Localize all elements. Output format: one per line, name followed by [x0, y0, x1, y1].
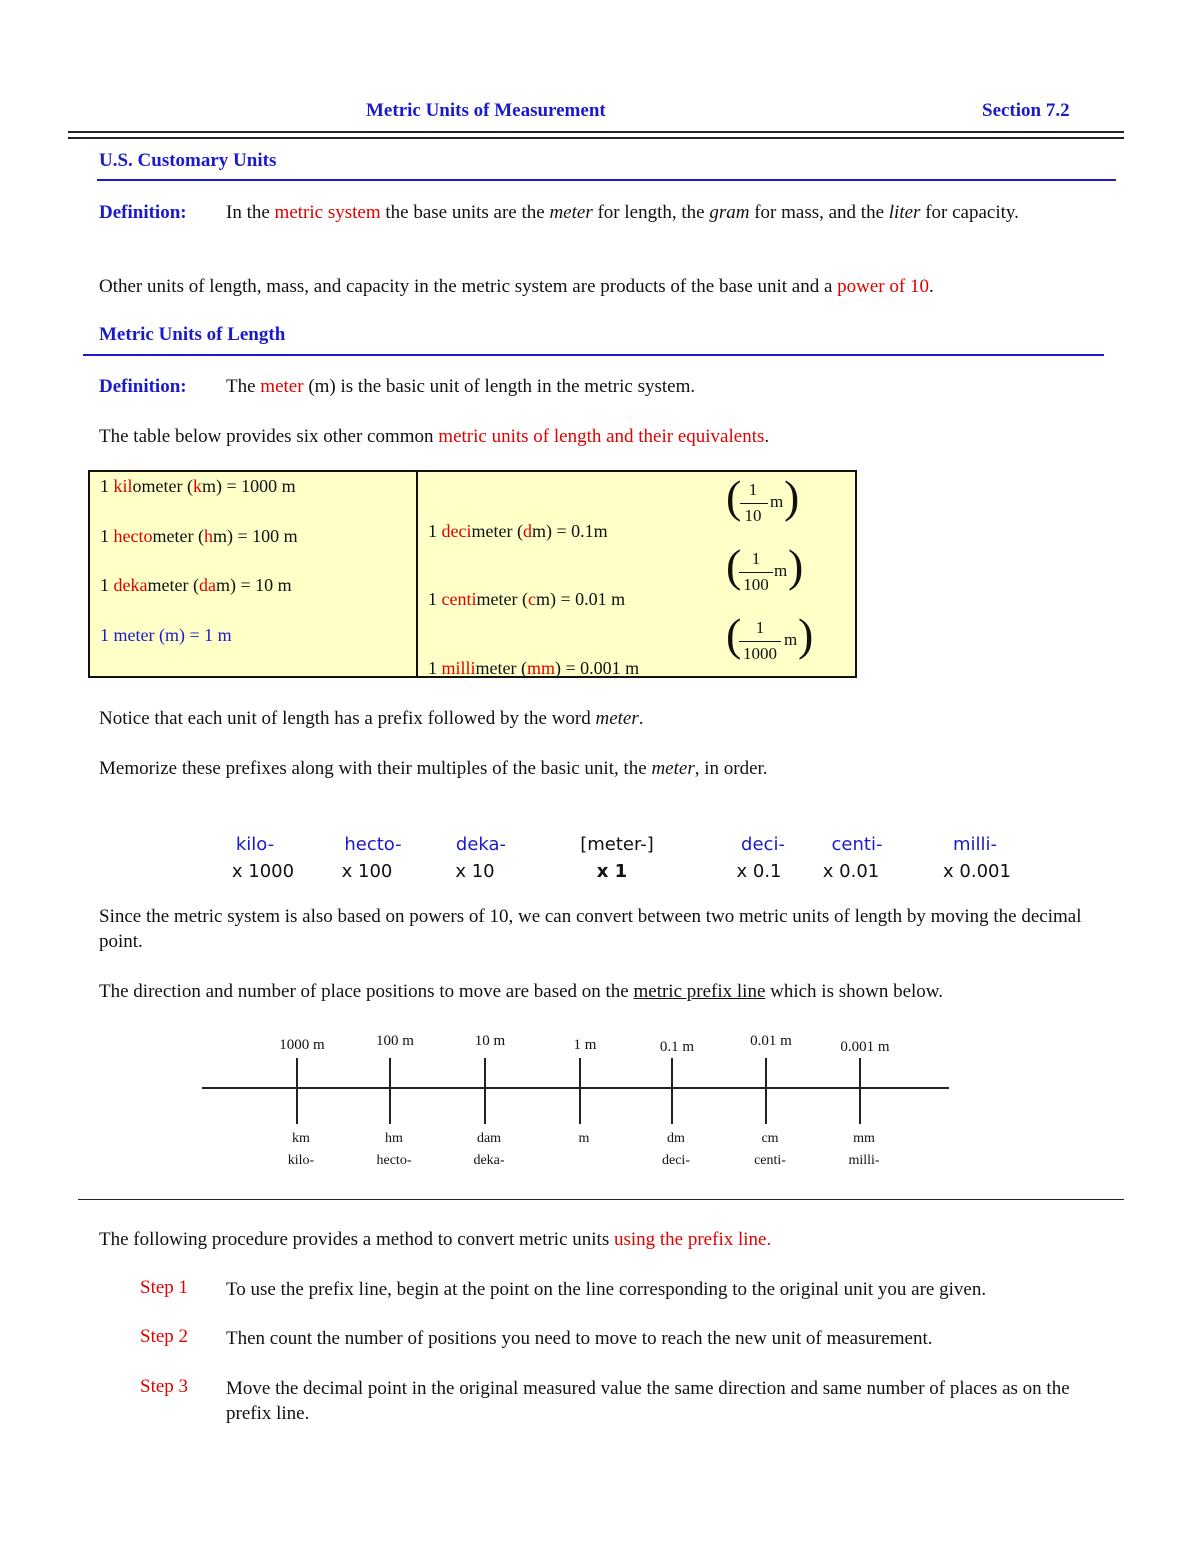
fraction-thousandth: ( 1 1000 m ) [726, 609, 814, 663]
step-2-label: Step 2 [140, 1326, 189, 1347]
prefix-deka: deka- [455, 834, 507, 855]
definition-meter: The meter (m) is the basic unit of length in the metric system. [226, 376, 696, 397]
heading-us-customary: U.S. Customary Units [99, 150, 277, 171]
section-number: Section 7.2 [982, 100, 1070, 121]
prefix-line-prefix: milli- [848, 1153, 880, 1168]
multiple-deka: x 10 [455, 861, 495, 882]
page-title: Metric Units of Measurement [366, 100, 606, 121]
prefix-kilo: kilo- [235, 834, 275, 855]
prefix-line-tick [296, 1058, 298, 1124]
prefix-line-unit [641, 1128, 711, 1172]
memorize-text: Memorize these prefixes along with their multiples of the basic unit, the meter, in order. [99, 758, 768, 779]
prefix-line-unit [549, 1128, 619, 1150]
prefix-hecto: hecto- [344, 834, 402, 855]
heading-rule [97, 179, 1116, 181]
prefix-meter: [meter-] [580, 834, 654, 855]
multiple-deci: x 0.1 [736, 861, 782, 882]
prefix-line-tick [859, 1058, 861, 1124]
other-units-text: Other units of length, mass, and capacity in the metric system are products of the base unit and a power of 10. [99, 276, 934, 297]
prefix-line [202, 1087, 949, 1089]
prefix-centi: centi- [831, 834, 883, 855]
table-intro-text: The table below provides six other common metric units of length and their equivalents. [99, 426, 770, 447]
row-centimeter: 1 centimeter (cm) = 0.01 m [428, 589, 626, 609]
prefix-line-tick [765, 1058, 767, 1124]
step-2-text: Then count the number of positions you need to move to reach the new unit of measurement. [226, 1328, 933, 1349]
row-meter: 1 meter (m) = 1 m [100, 625, 232, 645]
multiple-milli: x 0.001 [943, 861, 1011, 882]
prefix-line-tick [671, 1058, 673, 1124]
multiple-kilo: x 1000 [231, 861, 295, 882]
prefix-line-abbr: hm [385, 1131, 403, 1146]
row-hectometer: 1 hectometer (hm) = 100 m [100, 526, 298, 546]
prefix-line-unit [359, 1128, 429, 1172]
prefix-line-prefix: kilo- [287, 1153, 315, 1168]
row-dekameter: 1 dekameter (dam) = 10 m [100, 575, 292, 595]
step-1-label: Step 1 [140, 1277, 189, 1298]
procedure-intro: The following procedure provides a method to convert metric units using the prefix line. [99, 1229, 772, 1250]
prefix-line-abbr: cm [761, 1131, 779, 1146]
definition-label: Definition: [99, 376, 187, 397]
prefix-line-tick [389, 1058, 391, 1124]
prefix-line-abbr: mm [853, 1131, 875, 1146]
prefix-deci: deci- [741, 834, 785, 855]
direction-text: The direction and number of place positions to move are based on the metric prefix line which is shown below. [99, 981, 944, 1002]
row-kilometer: 1 kilometer (km) = 1000 m [100, 476, 296, 496]
table-divider [416, 472, 418, 676]
prefix-line-value: 0.001 m [840, 1039, 890, 1055]
step-3-text: Move the decimal point in the original measured value the same direction and same number of places as on the prefix line. [226, 1378, 1070, 1424]
fraction-tenth: ( 1 10 m ) [726, 471, 800, 525]
row-millimeter: 1 millimeter (mm) = 0.001 m [428, 658, 640, 678]
prefix-line-unit [266, 1128, 336, 1172]
prefix-line-value: 1000 m [279, 1037, 325, 1053]
prefix-line-value: 0.1 m [659, 1039, 695, 1055]
heading-rule [83, 354, 1104, 356]
prefix-line-unit [829, 1128, 899, 1172]
multiple-centi: x 0.01 [822, 861, 880, 882]
definition-metric-system: In the metric system the base units are the meter for length, the gram for mass, and the liter for capacity. [226, 202, 1019, 223]
since-text: Since the metric system is also based on powers of 10, we can convert between two metric units of length by moving the decimal point. [99, 906, 1082, 952]
multiple-meter: x 1 [596, 861, 628, 882]
prefix-line-abbr: dam [476, 1131, 502, 1146]
header-double-rule [68, 131, 1124, 139]
prefix-line-value: 100 m [376, 1033, 414, 1049]
prefix-line-prefix: deka- [473, 1153, 505, 1168]
row-decimeter: 1 decimeter (dm) = 0.1m [428, 521, 608, 541]
multiple-hecto: x 100 [341, 861, 393, 882]
prefix-line-unit [735, 1128, 805, 1172]
step-1-text: To use the prefix line, begin at the point on the line corresponding to the original unit you are given. [226, 1279, 987, 1300]
prefix-line-value: 1 m [573, 1037, 597, 1053]
prefix-line-abbr: km [292, 1131, 310, 1146]
prefix-line-unit [454, 1128, 524, 1172]
prefix-line-abbr: dm [667, 1131, 685, 1146]
step-3-label: Step 3 [140, 1376, 189, 1397]
heading-metric-length: Metric Units of Length [99, 324, 286, 345]
definition-label: Definition: [99, 202, 187, 223]
prefix-line-tick [484, 1058, 486, 1124]
prefix-milli: milli- [952, 834, 998, 855]
prefix-line-value: 0.01 m [750, 1033, 792, 1049]
prefix-line-prefix: deci- [662, 1153, 690, 1168]
fraction-hundredth: ( 1 100 m ) [726, 540, 804, 594]
prefix-line-tick [579, 1058, 581, 1124]
prefix-line-prefix: centi- [754, 1153, 786, 1168]
section-divider [78, 1199, 1124, 1200]
prefix-line-prefix: hecto- [376, 1153, 412, 1168]
metric-units-table [88, 470, 857, 678]
prefix-line-value: 10 m [474, 1033, 506, 1049]
prefix-line-abbr: m [578, 1131, 590, 1146]
notice-text: Notice that each unit of length has a prefix followed by the word meter. [99, 708, 644, 729]
metric-prefix-line-link: metric prefix line [633, 981, 766, 1002]
